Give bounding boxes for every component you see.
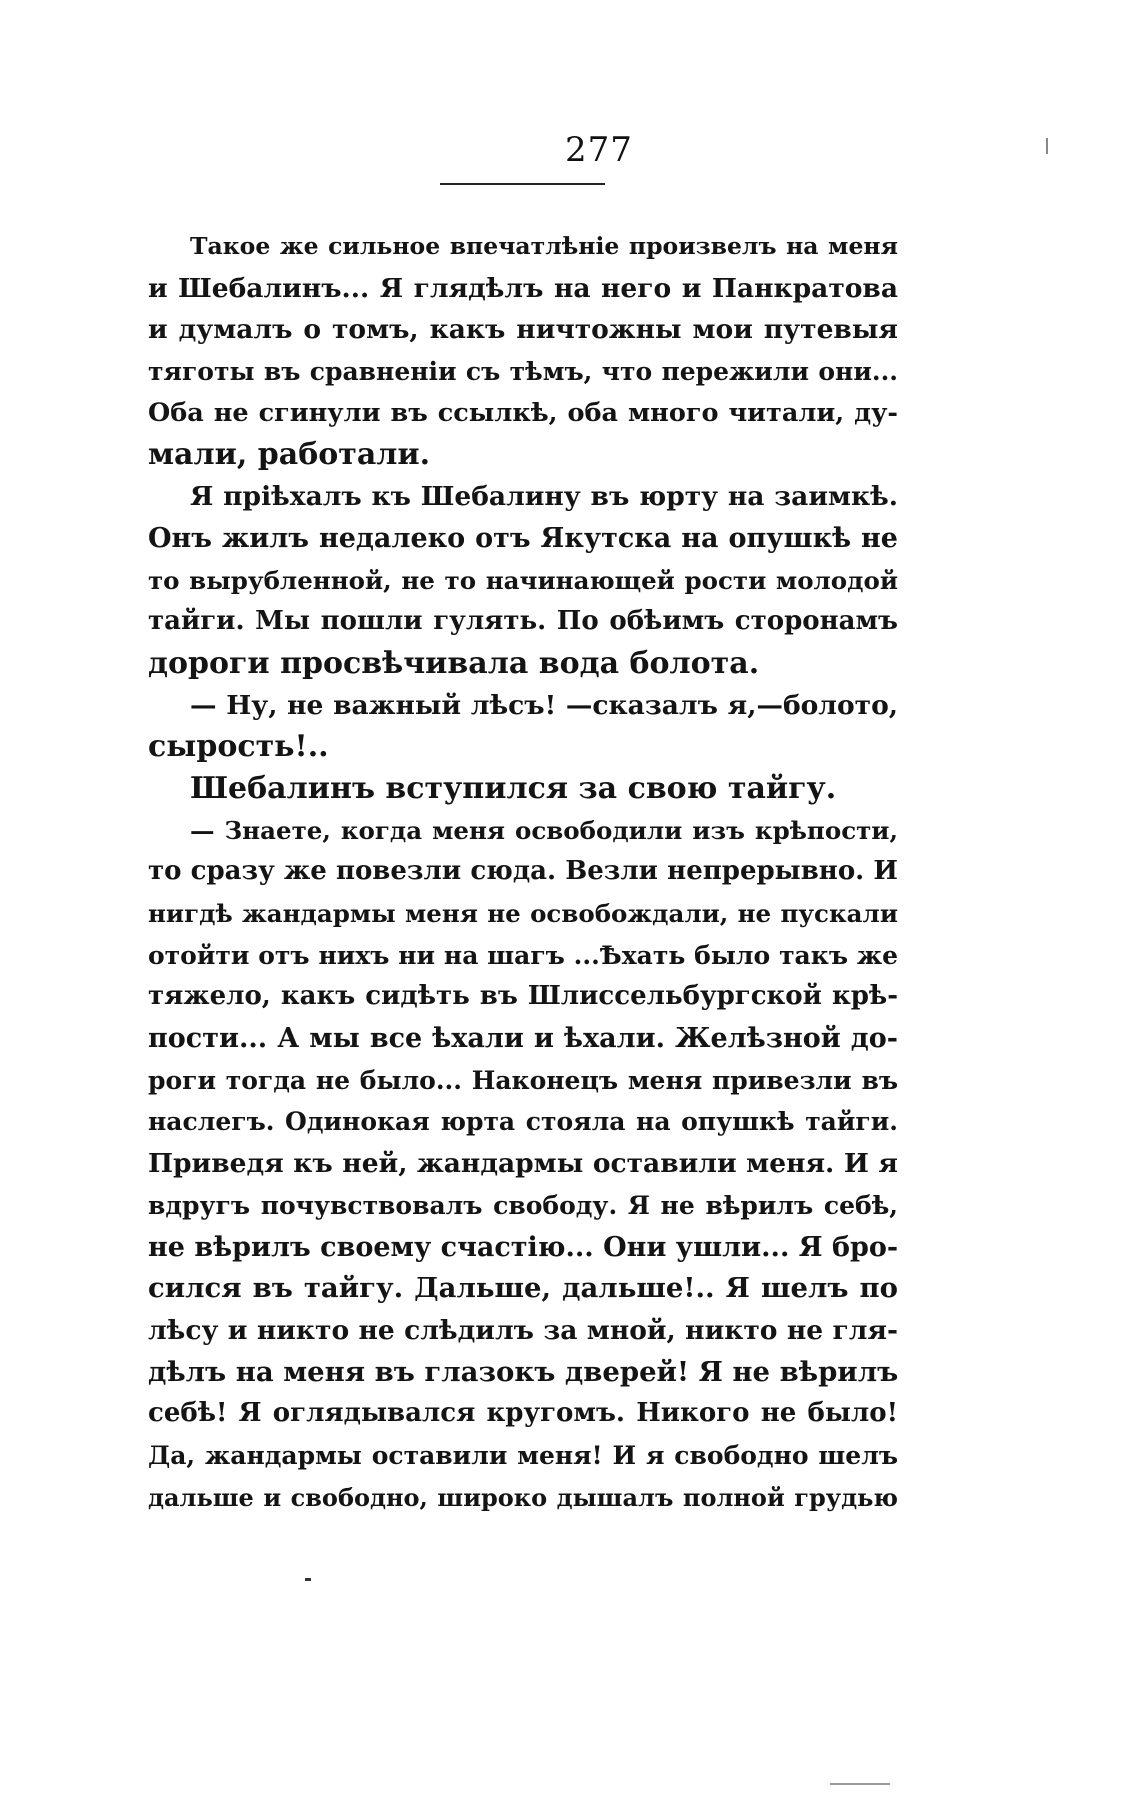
text-line: нигдѣ жандармы меня не освобождали, не пускали [148, 899, 898, 928]
text-line: себѣ! Я оглядывался кругомъ. Никого не было! [148, 1398, 898, 1429]
text-line: то вырубленной, не то начинающей рости молодой [148, 565, 898, 595]
text-line: Приведя къ ней, жандармы оставили меня. И я [148, 1148, 898, 1180]
text-line: дороги просвѣчивала вода болота. [148, 645, 760, 681]
scan-edge-mark [1046, 138, 1048, 154]
text-line: отойти отъ нихъ ни на шагъ ...Ѣхать было такъ же [148, 940, 898, 970]
text-line: лѣсу и никто не слѣдилъ за мной, никто не гля- [148, 1314, 898, 1346]
text-line: Оба не сгинули въ ссылкѣ, оба много читали, ду- [148, 397, 898, 428]
text-line: и Шебалинъ... Я глядѣлъ на него и Панкратова [148, 272, 898, 304]
text-line: не вѣрилъ своему счастію... Они ушли... Я бро- [148, 1231, 899, 1263]
scan-edge-mark [830, 1783, 890, 1785]
text-line: — Ну, не важный лѣсъ! —сказалъ я,—болото, [190, 689, 898, 721]
text-line: Да, жандармы оставили меня! И я свободно шелъ [148, 1440, 898, 1470]
page-number: 277 [565, 130, 633, 170]
text-line: Такое же сильное впечатлѣніе произвелъ на меня [190, 232, 898, 260]
text-line: мали, работали. [148, 437, 431, 473]
page-header [0, 130, 1140, 170]
text-line: вдругъ почувствовалъ свободу. Я не вѣрилъ себѣ, [148, 1190, 898, 1220]
print-speck [305, 1578, 311, 1581]
text-line: и думалъ о томъ, какъ ничтожны мои путевыя [148, 314, 898, 346]
text-line: наслегъ. Одинокая юрта стояла на опушкѣ тайги. [148, 1107, 898, 1137]
text-line: дѣлъ на меня въ глазокъ дверей! Я не вѣрилъ [148, 1355, 899, 1388]
text-line: Я пріѣхалъ къ Шебалину въ юрту на заимкѣ. [190, 481, 898, 513]
text-line: тяготы въ сравненіи съ тѣмъ, что пережили они... [148, 357, 898, 387]
text-line: роги тогда не было... Наконецъ меня привезли въ [148, 1065, 898, 1095]
header-rule [440, 183, 605, 185]
text-line: сился въ тайгу. Дальше, дальше!.. Я шелъ по [148, 1272, 898, 1305]
text-line: Онъ жилъ недалеко отъ Якутска на опушкѣ не [148, 522, 898, 554]
body-text [148, 226, 898, 1518]
text-line: то сразу же повезли сюда. Везли непрерывно. И [148, 856, 898, 887]
text-line: дальше и свободно, широко дышалъ полной грудью [148, 1482, 898, 1512]
text-line: Шебалинъ вступился за свою тайгу. [190, 770, 837, 806]
text-line: — Знаете, когда меня освободили изъ крѣпости, [190, 815, 898, 845]
text-line: сырость!.. [148, 729, 329, 765]
text-line: пости... А мы все ѣхали и ѣхали. Желѣзной до- [148, 1023, 898, 1055]
text-line: тайги. Мы пошли гулять. По обѣимъ сторонамъ [148, 606, 898, 637]
text-line: тяжело, какъ сидѣть въ Шлиссельбургской крѣ- [148, 981, 898, 1012]
